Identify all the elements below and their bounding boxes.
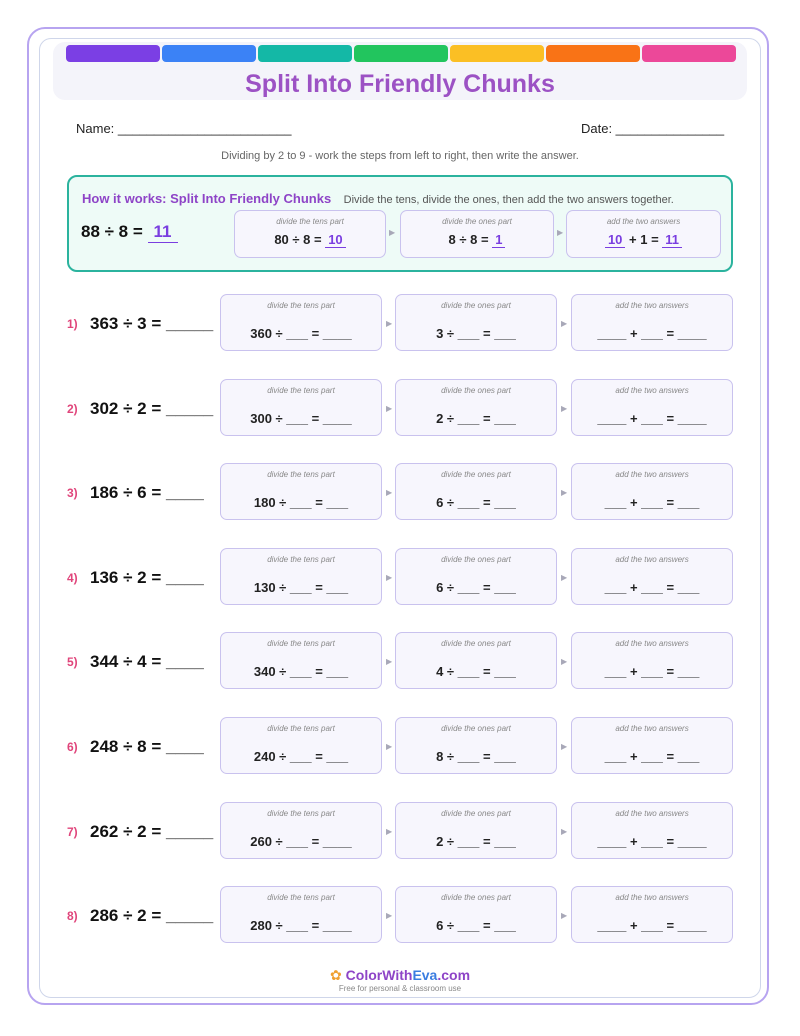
problem-number: 5) <box>67 655 78 670</box>
step-tens-box[interactable]: divide the tens part 300 ÷ ___ = ____ <box>220 379 382 436</box>
step-ones-box[interactable]: divide the ones part 6 ÷ ___ = ___ <box>395 886 557 943</box>
step-equation[interactable]: 130 ÷ ___ = ___ <box>253 579 349 595</box>
step-tens-box[interactable]: divide the tens part 340 ÷ ___ = ___ <box>220 632 382 689</box>
step-equation[interactable]: 2 ÷ ___ = ___ <box>436 410 516 426</box>
step-equation[interactable]: 3 ÷ ___ = ___ <box>436 326 516 341</box>
step-equation[interactable]: ____ + ___ = ____ <box>597 326 707 341</box>
arrow-icon: ▶ <box>386 319 393 328</box>
page-title: Split Into Friendly Chunks <box>245 70 555 98</box>
example-step-add: add the two answers 10 + 1 = 11 <box>566 210 721 258</box>
date-field[interactable]: Date: _______________ <box>581 121 725 136</box>
arrow-icon: ▶ <box>561 742 568 751</box>
step-ones-box[interactable]: divide the ones part 2 ÷ ___ = ___ <box>395 379 557 436</box>
step-add-box[interactable]: add the two answers ____ + ___ = ____ <box>571 294 733 351</box>
step-equation[interactable]: 260 ÷ ___ = ____ <box>250 833 352 849</box>
arrow-icon: ▶ <box>386 488 393 498</box>
example-answer: 11 <box>148 222 178 243</box>
rainbow-segment <box>546 45 640 62</box>
step-equation[interactable]: ____ + ___ = ____ <box>597 410 707 426</box>
arrow-icon: ▶ <box>386 657 393 667</box>
problem-number: 4) <box>67 570 78 585</box>
step-ones-box[interactable]: divide the ones part 6 ÷ ___ = ___ <box>395 463 557 520</box>
rainbow-segment <box>642 45 736 62</box>
palette-icon: ✿ <box>329 967 342 983</box>
arrow-icon: ▶ <box>386 572 393 582</box>
step-add-box[interactable]: add the two answers ____ + ___ = ____ <box>571 802 733 859</box>
rainbow-segment <box>354 45 448 62</box>
arrow-icon: ▶ <box>561 657 568 667</box>
arrow-icon: ▶ <box>561 911 568 921</box>
step-equation[interactable]: ____ + ___ = ____ <box>597 918 707 934</box>
step-equation[interactable]: ___ + ___ = ___ <box>604 495 700 511</box>
problem-text[interactable]: 302 ÷ 2 = _____ <box>90 398 214 418</box>
step-add-box[interactable]: add the two answers ___ + ___ = ___ <box>571 632 733 689</box>
arrow-icon: ▶ <box>561 572 568 582</box>
step-equation[interactable]: 8 ÷ ___ = ___ <box>436 749 516 764</box>
name-field[interactable]: Name: ________________________ <box>76 121 292 136</box>
rainbow-segment <box>162 45 256 62</box>
step-equation[interactable]: 360 ÷ ___ = ____ <box>250 326 352 341</box>
step-add-box[interactable]: add the two answers ___ + ___ = ___ <box>571 548 733 605</box>
step-ones-box[interactable]: divide the ones part 4 ÷ ___ = ___ <box>395 632 557 689</box>
arrow-icon: ▶ <box>389 228 396 237</box>
instructions: Dividing by 2 to 9 - work the steps from left to right, then write the answer. <box>221 150 579 162</box>
step-ones-box[interactable]: divide the ones part 8 ÷ ___ = ___ <box>395 717 557 774</box>
step-equation[interactable]: 6 ÷ ___ = ___ <box>436 495 516 511</box>
step-ones-box[interactable]: divide the ones part 6 ÷ ___ = ___ <box>395 548 557 605</box>
problem-number: 2) <box>67 401 78 416</box>
example-heading: How it works: Split Into Friendly Chunks <box>82 191 332 206</box>
step-tens-box[interactable]: divide the tens part 180 ÷ ___ = ___ <box>220 463 382 520</box>
problem-text[interactable]: 248 ÷ 8 = ____ <box>90 737 204 756</box>
problem-number: 1) <box>67 317 78 331</box>
step-equation[interactable]: ___ + ___ = ___ <box>604 749 700 764</box>
arrow-icon: ▶ <box>386 742 393 751</box>
step-equation[interactable]: 4 ÷ ___ = ___ <box>436 664 516 680</box>
problem-text[interactable]: 186 ÷ 6 = ____ <box>90 483 204 503</box>
example-step-tens: divide the tens part 80 ÷ 8 = 10 <box>234 210 386 258</box>
arrow-icon: ▶ <box>561 403 568 413</box>
problem-text[interactable]: 286 ÷ 2 = _____ <box>90 906 214 926</box>
step-equation[interactable]: 280 ÷ ___ = ____ <box>250 918 352 934</box>
arrow-icon: ▶ <box>386 403 393 413</box>
example-panel <box>67 175 733 272</box>
arrow-icon: ▶ <box>557 228 564 237</box>
step-equation[interactable]: 240 ÷ ___ = ___ <box>253 749 349 764</box>
step-add-box[interactable]: add the two answers ____ + ___ = ____ <box>571 379 733 436</box>
footer-tagline: Free for personal & classroom use <box>338 984 462 993</box>
step-equation[interactable]: 6 ÷ ___ = ___ <box>436 579 516 595</box>
arrow-icon: ▶ <box>561 826 568 836</box>
step-equation[interactable]: ____ + ___ = ____ <box>597 833 707 849</box>
problem-text[interactable]: 136 ÷ 2 = ____ <box>90 567 204 587</box>
step-tens-box[interactable]: divide the tens part 130 ÷ ___ = ___ <box>220 548 382 605</box>
step-tens-box[interactable]: divide the tens part 360 ÷ ___ = ____ <box>220 294 382 351</box>
step-add-box[interactable]: add the two answers ____ + ___ = ____ <box>571 886 733 943</box>
rainbow-segment <box>66 45 160 62</box>
step-ones-box[interactable]: divide the ones part 2 ÷ ___ = ___ <box>395 802 557 859</box>
problem-number: 8) <box>67 909 78 924</box>
step-equation[interactable]: 300 ÷ ___ = ____ <box>250 410 352 426</box>
arrow-icon: ▶ <box>561 319 568 328</box>
brand-logo[interactable]: ColorWithEva.com <box>345 967 471 983</box>
rainbow-segment <box>450 45 544 62</box>
problem-text[interactable]: 363 ÷ 3 = _____ <box>90 314 214 333</box>
step-ones-box[interactable]: divide the ones part 3 ÷ ___ = ___ <box>395 294 557 351</box>
step-equation[interactable]: ___ + ___ = ___ <box>604 579 700 595</box>
arrow-icon: ▶ <box>386 911 393 921</box>
step-equation[interactable]: 340 ÷ ___ = ___ <box>253 664 349 680</box>
arrow-icon: ▶ <box>561 488 568 498</box>
step-equation[interactable]: 2 ÷ ___ = ___ <box>436 833 516 849</box>
step-equation[interactable]: 6 ÷ ___ = ___ <box>436 918 516 934</box>
step-equation[interactable]: 180 ÷ ___ = ___ <box>253 495 349 511</box>
problem-text[interactable]: 344 ÷ 4 = ____ <box>90 652 204 672</box>
rainbow-strip <box>66 45 736 62</box>
problem-text[interactable]: 262 ÷ 2 = _____ <box>90 821 214 841</box>
example-problem: 88 ÷ 8 = 11 <box>81 222 178 243</box>
step-add-box[interactable]: add the two answers ___ + ___ = ___ <box>571 717 733 774</box>
problem-number: 6) <box>67 740 78 754</box>
arrow-icon: ▶ <box>386 826 393 836</box>
step-tens-box[interactable]: divide the tens part 260 ÷ ___ = ____ <box>220 802 382 859</box>
example-description: Divide the tens, divide the ones, then add the two answers together. <box>343 194 674 206</box>
step-tens-box[interactable]: divide the tens part 280 ÷ ___ = ____ <box>220 886 382 943</box>
problem-number: 7) <box>67 824 78 839</box>
example-step-ones: divide the ones part 8 ÷ 8 = 1 <box>400 210 554 258</box>
footer <box>0 967 800 993</box>
problem-number: 3) <box>67 486 78 501</box>
rainbow-segment <box>258 45 352 62</box>
step-equation[interactable]: ___ + ___ = ___ <box>604 664 700 680</box>
step-add-box[interactable]: add the two answers ___ + ___ = ___ <box>571 463 733 520</box>
step-tens-box[interactable]: divide the tens part 240 ÷ ___ = ___ <box>220 717 382 774</box>
